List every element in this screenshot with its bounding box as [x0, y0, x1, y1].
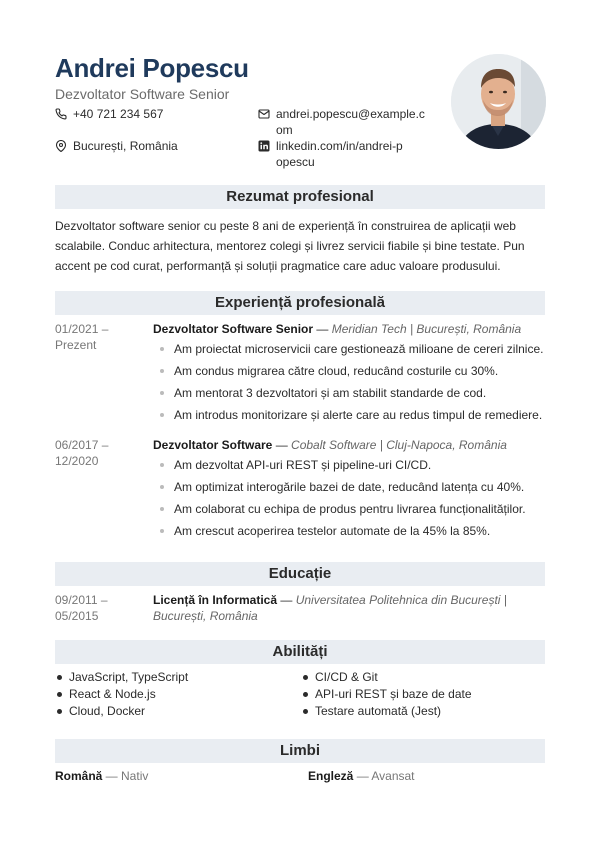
- linkedin-icon: [258, 140, 270, 152]
- language-name: Română: [55, 769, 103, 783]
- education-date-end: 05/2015: [55, 609, 99, 623]
- list-item: Am introdus monitorizare și alerte care au redus timpul de remediere.: [160, 404, 550, 426]
- job-company: Cobalt Software | Cluj-Napoca, România: [291, 438, 507, 452]
- job-date-end: 12/2020: [55, 454, 99, 468]
- language-level: Avansat: [371, 769, 415, 783]
- contact-location: [55, 138, 245, 154]
- person-name: Andrei Popescu: [55, 53, 249, 83]
- profile-photo: [451, 54, 546, 149]
- email-text[interactable]: andrei.popescu@example.com: [276, 107, 425, 137]
- language-separator: —: [353, 769, 372, 783]
- job-heading: [153, 321, 548, 337]
- phone-text: +40 721 234 567: [73, 107, 164, 121]
- language-name: Engleză: [308, 769, 354, 783]
- skills-list-left: [55, 669, 295, 720]
- list-item: Am proiectat microservicii care gestionează milioane de cereri zilnice.: [160, 338, 550, 360]
- contact-email[interactable]: [258, 106, 430, 138]
- mail-icon: [258, 108, 270, 120]
- job-title-subtitle: Dezvoltator Software Senior: [55, 86, 230, 102]
- list-item: Am colaborat cu echipa de produs pentru livrarea funcționalităților.: [160, 498, 550, 520]
- language-item: [55, 768, 148, 784]
- map-pin-icon: [55, 140, 67, 152]
- education-date: [55, 592, 145, 624]
- list-item: Am optimizat interogările bazei de date, reducând latența cu 40%.: [160, 476, 550, 498]
- job-bullets: [160, 338, 550, 426]
- job-date: [55, 437, 145, 469]
- job-role: Dezvoltator Software: [153, 438, 273, 452]
- job-date: [55, 321, 145, 353]
- list-item: Am dezvoltat API-uri REST și pipeline-uri CI/CD.: [160, 454, 550, 476]
- skills-list-right: [301, 669, 546, 720]
- language-level: Nativ: [121, 769, 149, 783]
- section-skills-header: Abilități: [55, 640, 545, 664]
- job-bullets: [160, 454, 550, 542]
- job-role: Dezvoltator Software Senior: [153, 322, 314, 336]
- skill-item: React & Node.js: [55, 686, 295, 703]
- contact-linkedin[interactable]: [258, 138, 408, 170]
- education-heading: [153, 592, 545, 624]
- language-item: [308, 768, 415, 784]
- summary-text: Dezvoltator software senior cu peste 8 ani de experiență în construirea de aplicații web scalabile. Conduc arhitectura, mentorez colegi și livrez servicii fiabile și bine testate. Pun accent pe cod curat, performanță și soluții pragmatice care aduc valoare produsului.: [55, 219, 525, 273]
- job-date-end: Prezent: [55, 338, 97, 352]
- section-languages-header: Limbi: [55, 739, 545, 763]
- contact-phone: [55, 106, 245, 122]
- skill-item: Cloud, Docker: [55, 703, 295, 720]
- education-separator: —: [277, 593, 296, 607]
- section-summary-header: Rezumat profesional: [55, 185, 545, 209]
- education-date-start: 09/2011 –: [55, 593, 108, 607]
- resume-header: [55, 52, 445, 103]
- linkedin-text[interactable]: linkedin.com/in/andrei-popescu: [276, 139, 403, 169]
- list-item: Am condus migrarea către cloud, reducând costurile cu 30%.: [160, 360, 550, 382]
- skill-item: JavaScript, TypeScript: [55, 669, 295, 686]
- skill-item: Testare automată (Jest): [301, 703, 546, 720]
- education-degree: Licență în Informatică: [153, 593, 278, 607]
- skill-item: API-uri REST și baze de date: [301, 686, 546, 703]
- job-heading: [153, 437, 548, 453]
- section-education-header: Educație: [55, 562, 545, 586]
- job-separator: —: [272, 438, 292, 452]
- section-experience-header: Experiență profesională: [55, 291, 545, 315]
- location-text: București, România: [73, 139, 178, 153]
- skill-item: CI/CD & Git: [301, 669, 546, 686]
- avatar-illustration: [451, 54, 546, 149]
- list-item: Am crescut acoperirea testelor automate de la 45% la 85%.: [160, 520, 550, 542]
- phone-icon: [55, 108, 67, 120]
- list-item: Am mentorat 3 dezvoltatori și am stabilit standarde de cod.: [160, 382, 550, 404]
- job-separator: —: [313, 322, 332, 336]
- job-date-start: 06/2017 –: [55, 438, 109, 452]
- education-school: Universitatea Politehnica din București | București, România: [153, 593, 507, 623]
- language-separator: —: [102, 769, 122, 783]
- job-date-start: 01/2021 –: [55, 322, 109, 336]
- job-company: Meridian Tech | București, România: [331, 322, 522, 336]
